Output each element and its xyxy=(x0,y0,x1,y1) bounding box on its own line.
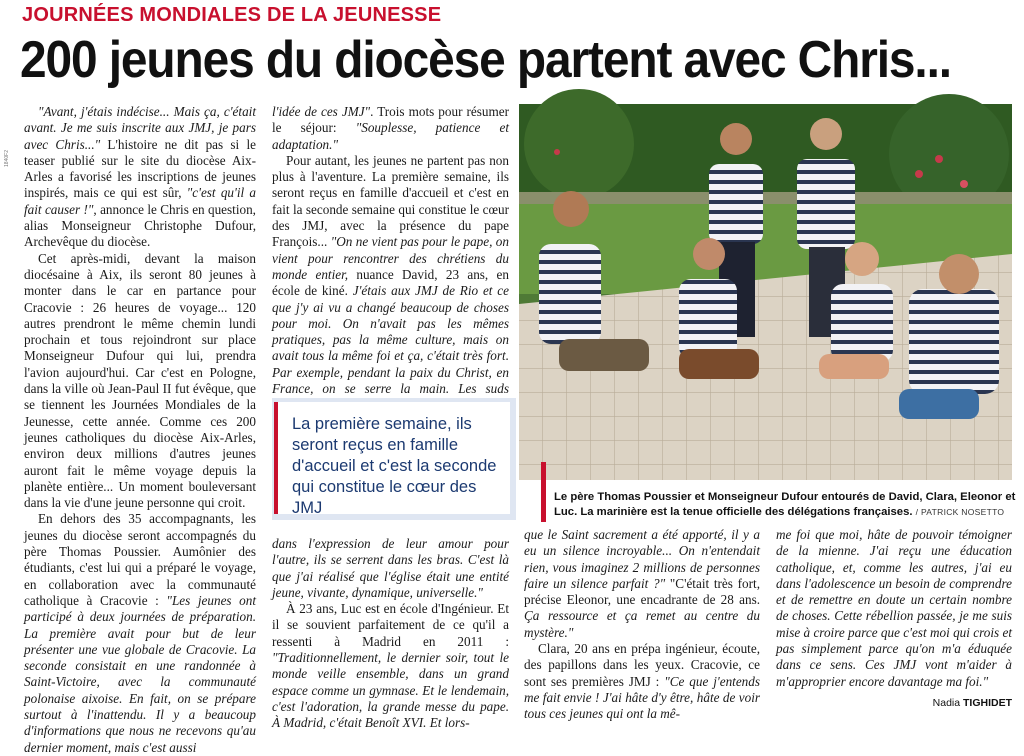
paragraph: dans l'expression de leur amour pour l'autre, ils se serrent dans les bras. C'est là que j'ai réalisé que l'église était une entité jeune, vivante, dynamique, universelle." xyxy=(272,536,509,600)
pullquote: La première semaine, ils seront reçus en famille d'accueil et c'est la seconde qui constitue le cœur des JMJ xyxy=(274,402,510,514)
paragraph: Cet après-midi, devant la maison diocésaine à Aix, ils seront 80 jeunes à monter dans le car en partance pour Cracovie : 26 heures de voyage... 120 autres prendront le même chemin lundi prochain et tous rejoindront sur place Monseigneur Dufour qui lui, prendra l'avion aujourd'hui. Car c'est en Pologne, dans la ville où Jean-Paul II fut évêque, que se tiennent les Journées Mondiales de la Jeunesse, cette année. Comme ces 200 jeunes catholiques du diocèse Aix-Arles, environ deux millions d'autres jeunes auront fait le même voyage depuis la planète entière... Un moment bouleversant dans la vie d'une jeune personne qui croit. xyxy=(24,250,256,511)
author-byline: Nadia TIGHIDET xyxy=(932,697,1012,709)
group-photo xyxy=(519,104,1012,480)
photo-credit: / PATRICK NOSETTO xyxy=(915,507,1005,517)
paragraph: Pour autant, les jeunes ne partent pas non plus à l'aventure. La première semaine, ils seront reçus en famille d'accueil et c'est en fait la seconde semaine qui constitue le cœur des JMJ, avec la présence du pape François... "On ne vient pas pour le pape, on vient pour rencontrer des chrétiens du monde entier, nuance David, 23 ans, en école de kiné. J'étais aux JMJ de Rio et ce que j'y ai vu a changé beaucoup de choses pour moi. On n'avait pas les mêmes pratiques, pas la même culture, mais on avait tous la même foi et ça, c'était très fort. Par exemple, pendant la paix du Christ, en France, on se serre la main. Les suds xyxy=(272,152,509,397)
paragraph: que le Saint sacrement a été apporté, il y a eu un silence incroyable... On n'entendait rien, vous imaginez 2 millions de personnes faire un silence parfait ?" "C'était très fort, précise Eleonor, une encadrante de 28 ans. Ça ressource et ça remet au centre du mystère." xyxy=(524,527,760,640)
paragraph: "Avant, j'étais indécise... Mais ça, c'était avant. Je me suis inscrite aux JMJ, je pars avec Chris..." L'histoire ne dit pas si le teaser publié sur le site du diocèse Aix-Arles a favorisé les inscriptions de jeunes inspirés, mais ce qui est sûr, "c'est qu'il a fait causer !", annonce le Chris en question, alias Monseigneur Christophe Dufour, Archevêque du diocèse. xyxy=(24,104,257,250)
paragraph: En dehors des 35 accompagnants, les jeunes du diocèse seront accompagnés du père Thomas Poussier. Aumônier des étudiants, c'est lui qui a préparé le voyage, en collaboration avec la communauté catholique à Cracovie : "Les jeunes ont participé à deux journées de préparation. La première avait pour but de leur présenter une vue globale de Cracovie. La seconde consistait en une randonnée à Saint-Victoire, avec la communauté polonaise aixoise. En fait, on se prépare surtout à l'inattendu. Il y a beaucoup d'informations que nous ne recevons qu'au dernier moment, mais c'est aussi xyxy=(24,511,257,755)
caption-accent-bar xyxy=(541,462,546,522)
photo-illustration xyxy=(519,104,1012,480)
section-kicker: JOURNÉES MONDIALES DE LA JEUNESSE xyxy=(22,4,442,26)
photo-caption: Le père Thomas Poussier et Monseigneur Dufour entourés de David, Clara, Eleonor et Luc. La marinière est la tenue officielle des délégations françaises. / PATRICK NOSETTO xyxy=(554,491,1016,518)
article-column-3-bottom xyxy=(524,527,761,722)
side-credit: 1840F2 xyxy=(4,150,10,167)
paragraph: À 23 ans, Luc est en école d'Ingénieur. Et il se souvient parfaitement de ce qu'il a ressenti à Madrid en 2011 : "Traditionnellement, le dernier soir, tout le monde veille ensemble, dans un grand espace comme un gymnase. Et le lendemain, c'est l'adoration, la grande messe du pape. À Madrid, c'était Benoît XVI. Et lors- xyxy=(272,601,509,731)
article-headline: 200 jeunes du diocèse partent avec Chris... xyxy=(20,31,951,89)
article-column-1 xyxy=(24,104,257,755)
article-column-2-top xyxy=(272,104,509,396)
paragraph: Clara, 20 ans en prépa ingénieur, écoute, des papillons dans les yeux. Cracovie, ce sont ses premières JMJ : "Ce que j'entends me fait envie ! J'ai hâte d'y être, hâte de voir tous ces jeunes qui ont la mê- xyxy=(524,641,761,722)
paragraph: me foi que moi, hâte de pouvoir témoigner de la mienne. J'ai reçu une éducation catholique, et, comme les autres, j'ai eu dans l'adolescence un besoin de comprendre et de remettre en doute un certain nombre de choses. Cette rébellion passée, je me suis mise à croire parce que c'est moi qui crois et pas simplement parce qu'on m'a éduquée dans ce sens. Ces JMJ vont m'aider à m'approprier encore davantage ma foi." xyxy=(776,527,1012,689)
article-column-2-bottom xyxy=(272,536,509,731)
paragraph: l'idée de ces JMJ". Trois mots pour résumer le séjour: "Souplesse, patience et adaptation." xyxy=(272,104,509,152)
article-column-4-bottom xyxy=(776,527,1012,687)
